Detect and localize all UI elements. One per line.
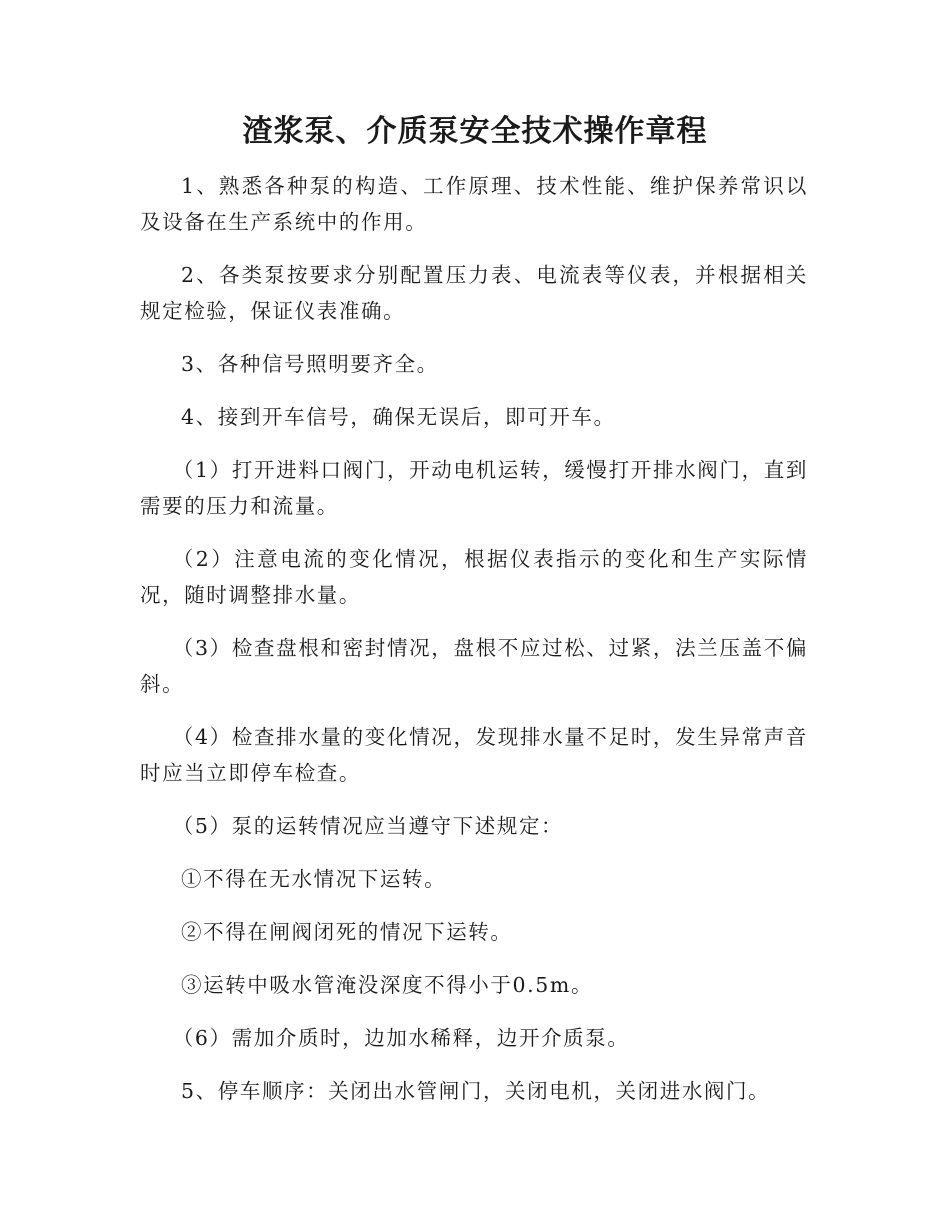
rule-item-1: ①不得在无水情况下运转。	[181, 867, 447, 891]
sub-step-1: （1）打开进料口阀门，开动电机运转，缓慢打开排水阀门，直到需要的压力和流量。	[140, 458, 808, 518]
document-title: 渣浆泵、介质泵安全技术操作章程	[242, 114, 708, 149]
sub-step-6: （6）需加介质时，边加水稀释，边开介质泵。	[172, 1026, 630, 1050]
sub-step-4: （4）检查排水量的变化情况，发现排水量不足时，发生异常声音时应当立即停车检查。	[140, 725, 808, 785]
paragraph-3: 3、各种信号照明要齐全。	[181, 352, 439, 376]
paragraph-4: 4、接到开车信号，确保无误后，即可开车。	[181, 405, 616, 429]
paragraph-5: 5、停车顺序：关闭出水管闸门，关闭电机，关闭进水阀门。	[181, 1079, 771, 1103]
rule-item-2: ②不得在闸阀闭死的情况下运转。	[181, 920, 513, 944]
paragraph-2: 2、各类泵按要求分别配置压力表、电流表等仪表，并根据相关规定检验，保证仪表准确。	[140, 263, 808, 323]
sub-step-3: （3）检查盘根和密封情况，盘根不应过松、过紧，法兰压盖不偏斜。	[140, 636, 808, 696]
paragraph-1: 1、熟悉各种泵的构造、工作原理、技术性能、维护保养常识以及设备在生产系统中的作用。	[140, 174, 808, 234]
document-body	[140, 168, 808, 1126]
rule-item-3: ③运转中吸水管淹没深度不得小于0.5m。	[181, 973, 594, 997]
sub-step-2: （2）注意电流的变化情况，根据仪表指示的变化和生产实际情况，随时调整排水量。	[140, 547, 808, 607]
sub-step-5: （5）泵的运转情况应当遵守下述规定：	[172, 814, 564, 838]
